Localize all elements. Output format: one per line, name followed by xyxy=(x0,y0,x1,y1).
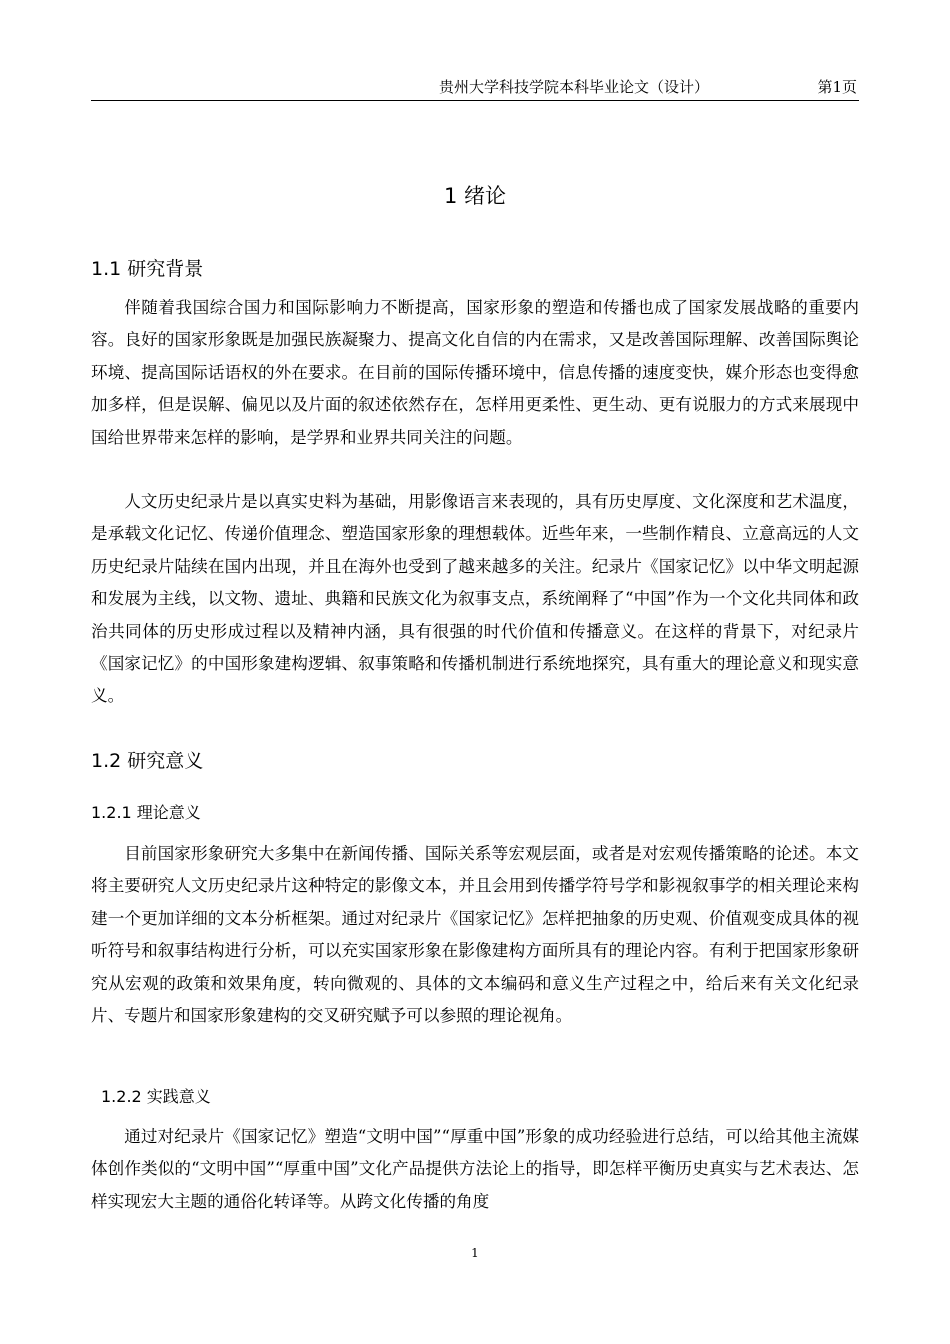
paragraph-theoretical-significance: 目前国家形象研究大多集中在新闻传播、国际关系等宏观层面，或者是对宏观传播策略的论述。本文将主要研究人文历史纪录片这种特定的影像文本，并且会用到传播学符号学和影视叙事学的相关理论来构建一个更加详细的文本分析框架。通过对纪录片《国家记忆》怎样把抽象的历史观、价值观变成具体的视听符号和叙事结构进行分析，可以充实国家形象在影像建构方面所具有的理论内容。有利于把国家形象研究从宏观的政策和效果角度，转向微观的、具体的文本编码和意义生产过程之中，给后来有关文化纪录片、专题片和国家形象建构的交叉研究赋予可以参照的理论视角。 xyxy=(91,844,859,1026)
subsection-heading-1-2-2: 1.2.2 实践意义 xyxy=(101,1087,211,1106)
paragraph-practical-significance: 通过对纪录片《国家记忆》塑造“文明中国”“厚重中国”形象的成功经验进行总结，可以给其他主流媒体创作类似的“文明中国”“厚重中国”文化产品提供方法论上的指导，即怎样平衡历史真实与艺术表达、怎样实现宏大主题的通俗化转译等。从跨文化传播的角度 xyxy=(91,1127,859,1211)
running-header xyxy=(91,74,859,101)
subsection-heading-1-2-1: 1.2.1 理论意义 xyxy=(91,803,201,822)
footer-page-number: 1 xyxy=(471,1246,479,1260)
chapter-title: 1 绪论 xyxy=(443,184,507,208)
section-heading-1-2: 1.2 研究意义 xyxy=(91,750,204,772)
paragraph-background-1: 伴随着我国综合国力和国际影响力不断提高，国家形象的塑造和传播也成了国家发展战略的重要内容。良好的国家形象既是加强民族凝聚力、提高文化自信的内在需求，又是改善国际理解、改善国际舆论环境、提高国际话语权的外在要求。在目前的国际传播环境中，信息传播的速度变快，媒介形态也变得愈加多样，但是误解、偏见以及片面的叙述依然存在，怎样用更柔性、更生动、更有说服力的方式来展现中国给世界带来怎样的影响，是学界和业界共同关注的问题。 xyxy=(91,298,859,447)
section-heading-1-1: 1.1 研究背景 xyxy=(91,258,204,280)
header-title: 贵州大学科技学院本科毕业论文（设计） xyxy=(438,78,709,96)
header-page-number: 第1页 xyxy=(817,78,857,96)
paragraph-background-2: 人文历史纪录片是以真实史料为基础，用影像语言来表现的，具有历史厚度、文化深度和艺术温度，是承载文化记忆、传递价值理念、塑造国家形象的理想载体。近些年来，一些制作精良、立意高远的人文历史纪录片陆续在国内出现，并且在海外也受到了越来越多的关注。纪录片《国家记忆》以中华文明起源和发展为主线，以文物、遗址、典籍和民族文化为叙事支点，系统阐释了“中国”作为一个文化共同体和政治共同体的历史形成过程以及精神内涵，具有很强的时代价值和传播意义。在这样的背景下，对纪录片《国家记忆》的中国形象建构逻辑、叙事策略和传播机制进行系统地探究，具有重大的理论意义和现实意义。 xyxy=(91,492,859,706)
